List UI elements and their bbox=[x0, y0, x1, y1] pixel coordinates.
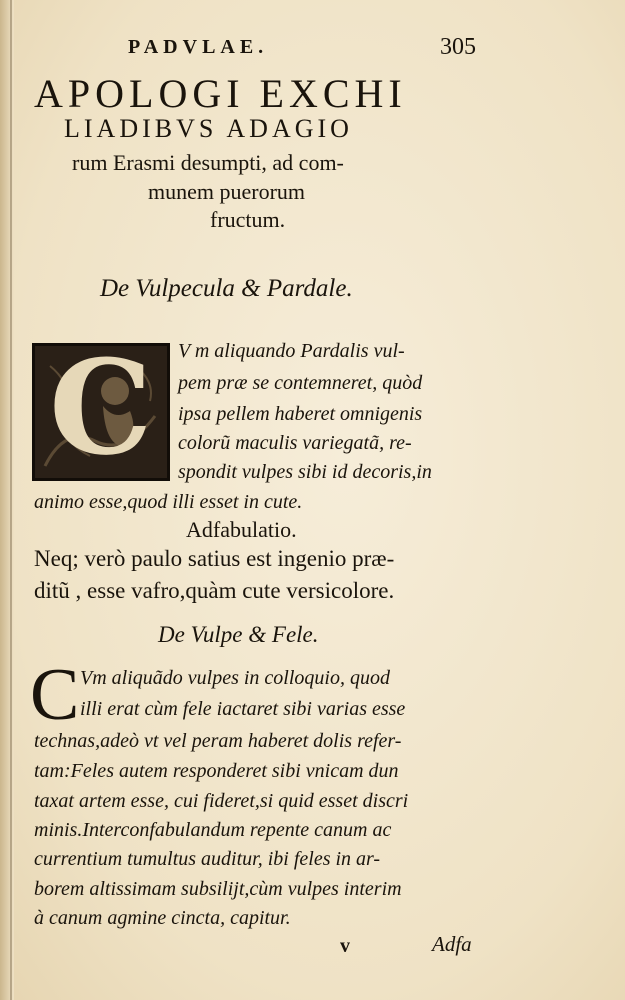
fable1-moral-line-1: Neq; verò paulo satius est ingenio præ- bbox=[34, 546, 395, 571]
fable2-line-3: technas,adeò vt vel peram haberet dolis refer- bbox=[34, 730, 402, 752]
gutter-line bbox=[10, 0, 12, 1000]
fable2-line-2: illi erat cùm fele iactaret sibi varias esse bbox=[80, 698, 406, 720]
fable2-heading: De Vulpe & Fele. bbox=[158, 622, 319, 647]
fable2-line-4: tam:Feles autem responderet sibi vnicam dun bbox=[34, 760, 399, 782]
running-head: PADVLAE. bbox=[128, 36, 269, 58]
fable1-line-6: animo esse,quod illi esset in cute. bbox=[34, 491, 303, 513]
fable2-line-5: taxat artem esse, cui fideret,si quid esset discri bbox=[34, 790, 409, 812]
page-number: 305 bbox=[440, 34, 476, 60]
fable2-line-1: Vm aliquãdo vulpes in colloquio, quod bbox=[80, 667, 390, 689]
title-line-5: fructum. bbox=[210, 207, 286, 232]
title-line-3: rum Erasmi desumpti, ad com- bbox=[72, 150, 344, 175]
fable2-line-7: currentium tumultus auditur, ibi feles in ar- bbox=[34, 848, 381, 870]
fable1-adfabulatio: Adfabulatio. bbox=[186, 517, 297, 542]
decorated-initial-woodcut bbox=[32, 343, 170, 481]
fable1-line-2: pem præ se contemneret, quòd bbox=[178, 372, 423, 394]
title-line-1: APOLOGI EXCHI bbox=[34, 71, 407, 116]
fable1-line-5: spondit vulpes sibi id decoris,in bbox=[178, 461, 432, 483]
fable1-line-4: colorũ maculis variegatã, re- bbox=[178, 432, 412, 454]
fable1-heading: De Vulpecula & Pardale. bbox=[100, 275, 353, 302]
fable2-line-8: borem altissimam subsilijt,cùm vulpes interim bbox=[34, 878, 402, 900]
signature-mark: v bbox=[340, 935, 350, 957]
fable1-line-3: ipsa pellem haberet omnigenis bbox=[178, 403, 423, 425]
fable2-line-9: à canum agmine cincta, capitur. bbox=[34, 907, 291, 929]
title-line-2: LIADIBVS ADAGIO bbox=[64, 114, 353, 143]
fable2-initial-letter: C bbox=[30, 654, 80, 736]
fable1-line-1: V m aliquando Pardalis vul- bbox=[178, 340, 405, 362]
title-line-4: munem puerorum bbox=[148, 179, 306, 204]
fable1-initial-letter: C bbox=[49, 343, 153, 481]
fable2-line-6: minis.Interconfabulandum repente canum ac bbox=[34, 819, 392, 841]
fable1-moral-line-2: ditũ , esse vafro,quàm cute versicolore. bbox=[34, 578, 395, 603]
catchword: Adfa bbox=[432, 932, 472, 956]
